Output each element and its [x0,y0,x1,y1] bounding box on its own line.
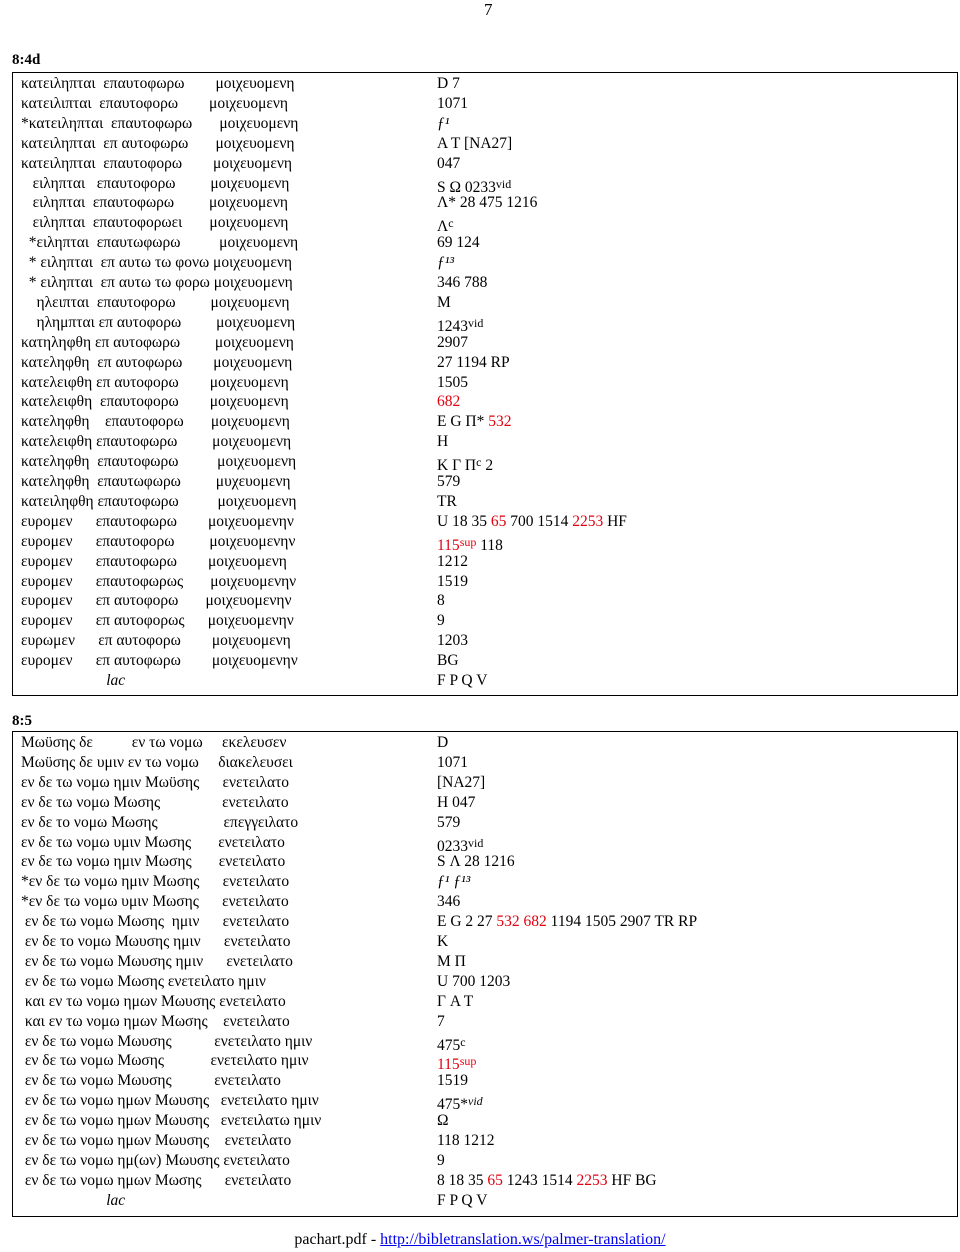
witness-segment: 532 [488,413,512,431]
witnesses [437,1131,495,1151]
witness-segment: K [437,933,449,950]
witness-segment: 8 18 35 [437,1171,488,1189]
witnesses [437,134,512,154]
witness-segment: 475* [437,1096,468,1114]
section-label-8-4d: 8:4d [12,52,41,68]
greek-reading: *ειληπται επαυτωφωρω μοιχευομενη [21,234,299,252]
greek-reading: κατελειφθη επ αυτοφορω μοιχευομενη [21,373,289,391]
witness-segment: 346 788 [437,274,488,291]
greek-reading: εν δε το νομω Μωυσης ημιν ενετειλατο [21,933,291,950]
greek-reading: κατειληπται επ αυτοφωρω μοιχευομενη [21,134,295,152]
witness-segment: S Λ 28 1216 [437,853,515,871]
witnesses [437,611,445,631]
witness-segment: F P Q V [437,672,488,689]
witnesses [437,952,466,972]
greek-reading: κατελειφθη επαυτοφορω μοιχευομενη [21,393,289,411]
witnesses [437,114,449,134]
variant-row [13,1012,957,1032]
variant-row [13,233,957,253]
witness-segment: Γ A T [437,992,474,1010]
witness-segment: c [448,216,454,231]
witness-segment: M Π [437,952,466,970]
witnesses [437,631,468,651]
variant-row [13,412,957,432]
witness-segment: ƒ¹ [437,114,450,132]
witness-segment: HF BG [607,1171,657,1189]
witnesses [437,253,454,273]
greek-reading: εν δε τω νομω Μωυσης ημιν ενετειλατο [21,952,293,970]
greek-reading: εν δε τω νομω Μωσης ενετειλατο ημιν [21,972,266,990]
variant-row [13,134,957,154]
witnesses [437,492,457,512]
witness-segment: Λ [437,218,449,236]
witness-segment: sup [459,1054,477,1069]
witness-segment: 27 1194 RP [437,353,510,371]
witness-segment: A T [NA27] [437,134,513,152]
variant-row [13,353,957,373]
witnesses [437,94,468,114]
variant-row [13,253,957,273]
witness-segment: vid [468,315,484,330]
witness-segment: 1505 [437,373,468,391]
greek-reading: εν δε τω νομω ημιν Μωσης ενετειλατο [21,853,286,871]
greek-reading: κατεληφθη επ αυτοφωρω μοιχευομενη [21,353,293,371]
witness-segment: 9 [437,1151,445,1169]
witness-segment: Ω [437,1112,449,1130]
witnesses [437,432,448,452]
witnesses [437,793,475,813]
greek-reading: * ειληπται επ αυτω τω φορω μοιχευομενη [21,274,293,291]
variant-row [13,74,957,94]
witness-segment: K Γ Π [437,457,477,475]
witnesses [437,74,460,94]
witnesses [437,293,451,313]
witness-segment: 682 [437,393,461,411]
witness-segment: BG [437,652,459,670]
variant-row [13,932,957,952]
variant-row [13,833,957,853]
witness-segment: 532 682 [496,913,547,931]
greek-reading: και εν τω νομω ημων Μωσης ενετειλατο [21,1012,290,1030]
variant-row [13,1111,957,1131]
greek-reading: εν δε τω νομω Μωσης ημιν ενετειλατο [21,913,290,931]
greek-reading: ευρομεν επ αυτοφωρω μοιχευομενην [21,652,298,670]
witnesses [437,753,468,773]
footer-link[interactable]: http://bibletranslation.ws/palmer-translation/ [380,1231,666,1248]
witness-segment: 346 [437,893,461,911]
greek-reading: κατειλιπται επαυτοφορω μοιχευομενη [21,94,289,112]
witness-segment: Λ* 28 475 1216 [437,194,538,212]
variant-row [13,552,957,572]
variant-row [13,492,957,512]
witnesses [437,193,537,213]
greek-reading: εν δε τω νομω ημων Μωσης ενετειλατο [21,1171,292,1189]
witness-segment: F P Q V [437,1191,488,1209]
witness-segment: H [437,433,449,451]
witnesses [437,1012,445,1032]
witnesses [437,912,697,932]
witnesses [437,373,468,393]
witness-segment: 475 [437,1036,461,1054]
greek-reading: *εν δε τω νομω υμιν Μωσης ενετειλατο [21,893,289,911]
variant-row [13,1032,957,1052]
witness-segment: S Ω 0233 [437,178,496,196]
witness-segment: D [437,734,449,751]
witnesses [437,733,448,753]
greek-reading: εν δε τω νομω ημιν Μωϋσης ενετειλατο [21,773,290,791]
greek-reading: ευρομεν επ αυτοφορω μοιχευομενην [21,592,292,610]
witness-segment: 700 1514 [506,512,573,530]
witness-segment: 2 [481,457,494,475]
variant-row [13,213,957,236]
witnesses [437,512,627,532]
witness-segment: 65 [490,512,507,530]
variant-row [13,1091,957,1114]
witnesses [437,353,510,373]
witnesses [437,1111,449,1131]
witnesses [437,671,487,691]
variant-row [13,512,957,532]
variant-row [13,572,957,592]
greek-reading: ευρομεν επ αυτοφορως μοιχευομενην [21,612,294,630]
witness-segment: 9 [437,612,445,630]
witnesses [437,651,459,671]
witness-segment: 115 [437,1056,460,1074]
witness-segment: H 047 [437,793,476,811]
witness-segment: 1519 [437,1072,468,1090]
witness-segment: 2253 [576,1171,608,1189]
witness-segment: 1203 [437,632,468,650]
witnesses [437,972,510,992]
variant-row [13,892,957,912]
witness-segment: ƒ¹³ [437,254,455,272]
witnesses [437,852,515,872]
witness-segment: 8 [437,592,445,610]
variant-row [13,611,957,631]
variant-row [13,114,957,134]
variant-row [13,952,957,972]
variant-row [13,1151,957,1171]
greek-reading: κατηληφθη επ αυτοφωρω μοιχευομενη [21,333,294,351]
witnesses [437,813,460,833]
greek-reading: Μωϋσης δε εν τω νομω εκελευσεν [21,734,287,751]
variant-row [13,793,957,813]
witness-segment: 1071 [437,94,468,112]
witnesses [437,572,468,592]
witnesses [437,552,468,572]
witness-segment: HF [603,512,627,530]
variant-row [13,972,957,992]
greek-reading: κατεληφθη επαυτωφωρω μυχευομενη [21,473,291,490]
greek-reading: ηλημπται επ αυτοφορω μοιχευομενη [21,313,296,331]
greek-reading: κατελειφθη επαυτοφωρω μοιχευομενη [21,433,292,451]
witness-segment: vid [495,176,512,191]
variant-row [13,992,957,1012]
variant-row [13,293,957,313]
greek-reading: και εν τω νομω ημων Μωυσης ενετειλατο [21,992,286,1010]
witness-segment: [NA27] [437,773,486,791]
witness-segment: 2253 [572,512,604,530]
witness-segment: c [476,455,482,470]
witness-segment: 1194 1505 2907 TR RP [546,913,698,931]
witness-segment: 69 124 [437,234,480,252]
greek-reading: Μωϋσης δε υμιν εν τω νομω διακελευσει [21,753,293,771]
witness-segment: 118 1212 [437,1132,495,1149]
variant-row [13,333,957,353]
greek-reading: κατειληπται επαυτοφορω μοιχευομενη [21,154,293,172]
greek-reading: *κατειληπται επαυτοφωρω μοιχευομενη [21,114,299,132]
greek-reading: ευρομεν επαυτοφωρω μοιχευομενην [21,512,294,530]
witness-segment: E G Π* [437,413,489,431]
greek-reading: εν δε τω νομω ημων Μωυσης ενετειλατω ημιν [21,1112,322,1130]
variant-row [13,532,957,552]
variant-row [13,591,957,611]
witness-segment: TR [437,492,457,510]
witnesses [437,392,460,412]
witnesses [437,773,485,793]
variant-row [13,94,957,114]
witness-segment: vid [468,835,484,850]
witnesses [437,892,460,912]
witnesses [437,872,470,892]
variant-row [13,472,957,492]
greek-reading: κατειληφθη επαυτοφωρω μοιχευομενη [21,492,297,510]
witnesses [437,932,448,952]
variant-row [13,753,957,773]
witnesses [437,412,511,432]
variant-row [13,813,957,833]
witness-segment: U 700 1203 [437,972,511,990]
greek-reading: εν δε τω νομω Μωσης ενετειλατο ημιν [21,1052,309,1070]
witnesses [437,472,460,492]
greek-reading: ευρωμεν επ αυτοφορω μοιχευομενη [21,632,291,650]
greek-reading: ειληπται επαυτοφωρω μοιχευομενη [21,194,288,212]
witnesses [437,1171,657,1191]
witness-segment: ƒ¹ ƒ¹³ [437,873,471,891]
witnesses [437,1151,445,1171]
witness-segment: vid [468,1094,483,1109]
witnesses [437,154,460,174]
witnesses [437,1071,468,1091]
page-number: 7 [484,0,493,19]
witness-segment: 1071 [437,753,468,771]
variant-row [13,193,957,213]
variant-table-8-5 [12,731,958,1217]
variant-row [13,174,957,194]
variant-row [13,154,957,174]
witness-segment: 65 [487,1171,503,1189]
variant-row [13,1171,957,1191]
variant-row [13,872,957,892]
witnesses [437,333,468,353]
witnesses [437,992,473,1012]
variant-row [13,773,957,793]
greek-reading: εν δε τω νομω ημ(ων) Μωυσης ενετειλατο [21,1151,290,1169]
greek-reading: ευρομεν επαυτοφορω μοιχευομενην [21,532,296,550]
witness-segment: 0233 [437,837,468,855]
witnesses [437,1191,487,1211]
variant-row [13,452,957,475]
greek-reading: *εν δε τω νομω ημιν Μωσης ενετειλατο [21,873,290,891]
variant-row [13,373,957,393]
variant-row [13,1131,957,1151]
footer [0,1231,960,1249]
greek-reading: ειληπται επαυτοφορωει μοιχευομενη [21,214,289,232]
witness-segment: 118 [476,536,503,554]
witness-segment: M [437,293,451,311]
witness-segment: 2907 [437,333,468,351]
greek-reading: ειληπται επαυτοφορω μοιχευομενη [21,174,290,192]
greek-reading: lac [21,1191,126,1209]
variant-row [13,651,957,671]
greek-reading: εν δε τω νομω υμιν Μωσης ενετειλατο [21,833,285,851]
witness-segment: 1243 1514 [502,1171,577,1189]
greek-reading: εν δε τω νομω Μωσης ενετειλατο [21,793,289,811]
variant-row [13,432,957,452]
variant-row [13,852,957,872]
witness-segment: 7 [437,1012,445,1030]
witnesses [437,591,445,611]
witness-segment: 579 [437,473,461,490]
greek-reading: κατεληφθη επαυτοφορω μοιχευομενη [21,413,290,431]
variant-row [13,1051,957,1074]
witness-segment: sup [459,534,477,549]
footer-filename: pachart.pdf - [294,1231,381,1248]
greek-reading: ευρομεν επαυτοφωρως μοιχευομενην [21,572,297,590]
witness-segment: E G 2 27 [437,913,497,931]
variant-row [13,631,957,651]
greek-reading: ευρομεν επαυτοφωρω μοιχευομενη [21,552,287,570]
greek-reading: εν δε τω νομω Μωυσης ενετειλατο ημιν [21,1032,313,1050]
greek-reading: κατειληπται επαυτοφωρω μοιχευομενη [21,75,295,92]
witness-segment: D 7 [437,75,460,92]
variant-row [13,313,957,333]
greek-reading: εν δε το νομω Μωσης επεγγειλατο [21,813,299,831]
greek-reading: εν δε τω νομω ημων Μωυσης ενετειλατο ημιν [21,1092,319,1110]
variant-row [13,733,957,753]
variant-row [13,392,957,412]
witness-segment: 115 [437,536,460,554]
variant-row [13,1071,957,1091]
witness-segment: 1212 [437,552,468,570]
variant-row [13,1191,957,1211]
greek-reading: κατεληφθη επαυτοφωρω μοιχευομενη [21,453,297,471]
witness-segment: 047 [437,154,461,172]
variant-row [13,912,957,932]
variant-row [13,273,957,293]
greek-reading: εν δε τω νομω Μωυσης ενετειλατο [21,1072,281,1090]
witness-segment: c [460,1034,466,1049]
variant-row [13,671,957,691]
witness-segment: 1519 [437,572,468,590]
witnesses [437,233,480,253]
section-label-8-5: 8:5 [12,713,32,729]
witness-segment: 579 [437,813,461,831]
greek-reading: * ειληπται επ αυτω τω φονω μοιχευομενη [21,254,293,272]
witnesses [437,273,487,293]
variant-table-8-4d [12,72,958,696]
witness-segment: U 18 35 [437,512,491,530]
greek-reading: ηλειπται επαυτοφορω μοιχευομενη [21,293,290,311]
greek-reading: lac [21,672,126,689]
greek-reading: εν δε τω νομω ημων Μωυσης ενετειλατο [21,1132,292,1149]
witness-segment: 1243 [437,317,468,335]
